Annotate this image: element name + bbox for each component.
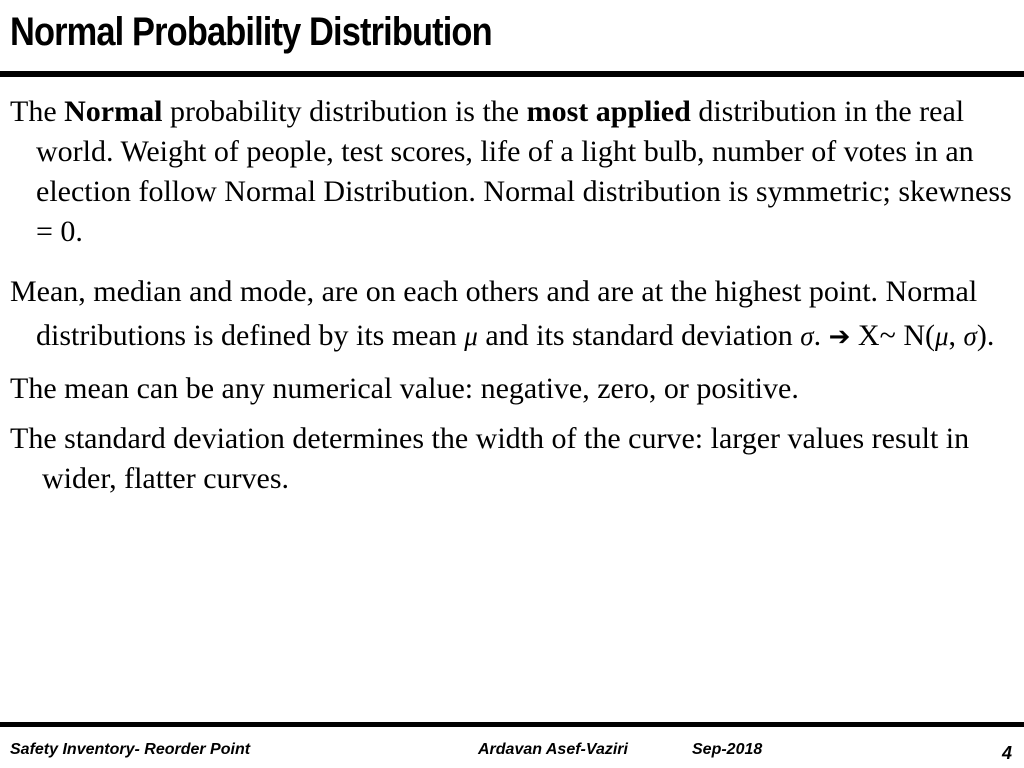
footer-date: Sep-2018 xyxy=(692,741,763,758)
paragraph-normal-intro xyxy=(10,92,1018,252)
title-divider xyxy=(0,71,1024,77)
mu-symbol-notation: μ xyxy=(934,321,949,351)
p2-text-4: X~ N( xyxy=(850,319,935,352)
slide-title: Normal Probability Distribution xyxy=(10,10,492,54)
mu-symbol: μ xyxy=(464,321,478,351)
p1-bold-most-applied: most applied xyxy=(526,95,691,128)
p2-text-2: and its standard deviation xyxy=(477,319,801,352)
paragraph-mean-median-mode xyxy=(10,270,1018,359)
sigma-symbol-notation: σ xyxy=(963,321,977,351)
p2-text-1: Mean, median and mode, are on each others and are at the highest point. Normal distributions is defined by its mean xyxy=(10,275,978,352)
p2-text-6: ). xyxy=(976,319,995,352)
arrow-right-icon: ➔ xyxy=(828,322,851,352)
footer-author: Ardavan Asef-Vaziri xyxy=(478,741,628,758)
p2-text-5: , xyxy=(948,319,964,352)
p1-text-3: distribution in the real world. Weight of people, test scores, life of a light bulb, number of votes in an election follow Normal Distribution. Normal distribution is symmetric; skewness = 0. xyxy=(36,95,1012,248)
paragraph-mean-values: The mean can be any numerical value: negative, zero, or positive. xyxy=(10,372,799,405)
footer-course-title: Safety Inventory- Reorder Point xyxy=(10,741,251,758)
sigma-symbol: σ xyxy=(800,321,814,351)
paragraph-standard-deviation: The standard deviation determines the width of the curve: larger values result in wider, flatter curves. xyxy=(10,422,970,495)
slide-body xyxy=(10,92,1018,499)
footer-divider xyxy=(0,722,1024,727)
p1-bold-normal: Normal xyxy=(64,95,163,128)
p1-text-2: probability distribution is the xyxy=(162,95,527,128)
p2-text-3: . xyxy=(813,319,829,352)
page-number: 4 xyxy=(1001,743,1012,763)
p1-text-1: The xyxy=(10,95,65,128)
